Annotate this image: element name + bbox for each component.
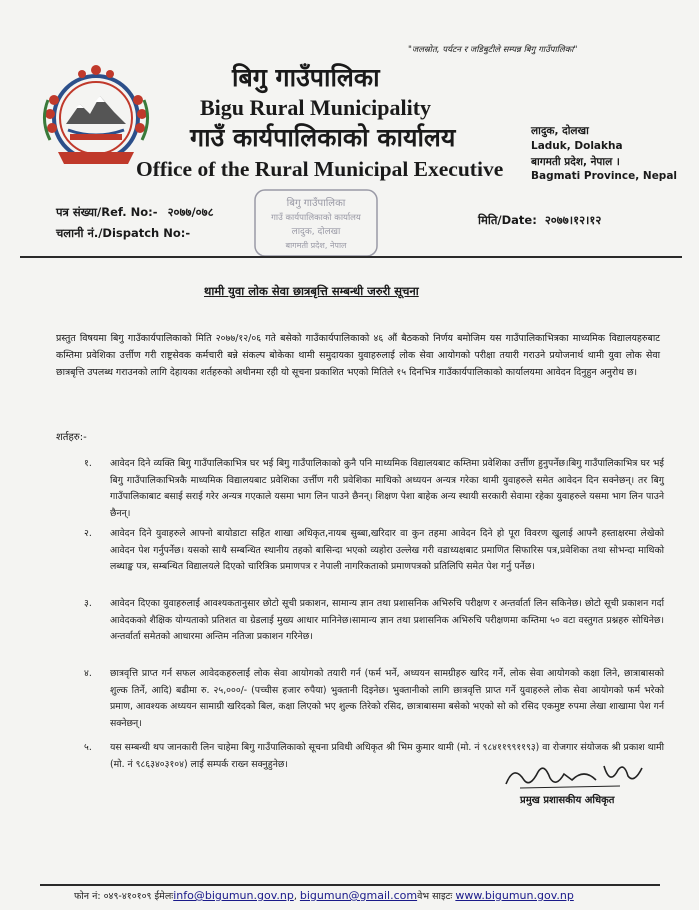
stamp-line-1: बिगु गाउँपालिका — [286, 198, 346, 209]
footer-contact — [74, 889, 574, 902]
office-stamp — [253, 188, 379, 258]
term-text: छात्रवृत्ति प्राप्त गर्न सफल आवेदकहरुलाई लोक सेवा आयोगको तयारी गर्न (फर्म भर्ने, अध्ययन सामग्रीहरु खरिद गर्ने, लोक सेवा आयोगको कक्षा लिने, छात्राबासको शुल्क तिर्ने, आदि) बढीमा रु. २५,०००/- (पच्चीस हजार रुपैया) भुक्तानी दिइनेछ। भुक्तानीको लागि छात्रवृत्ति प्राप्त गर्ने युवाहरुले लोक सेवा आयोगको फर्म भरेको प्रमाण, आवश्यक अध्ययन सामाग्री खरिदको बिल, कक्षा लिएको भए शुल्क तिरेको रसिद, छात्राबासमा बसेको भएको सो को रसिद एकमुष्ट रुपमा लेखा शाखामा पेश गर्न सक्नेछन्। — [110, 668, 664, 729]
ref-number — [56, 205, 214, 220]
footer-web-label: वेभ साइटः — [417, 891, 453, 902]
address-np-2: बागमती प्रदेश, नेपाल । — [531, 156, 620, 168]
term-item — [84, 456, 664, 522]
term-text: यस सम्बन्धी थप जानकारी लिन चाहेमा बिगु गाउँपालिकाको सूचना प्रविधी अधिकृत श्री भिम कुमार थामी (मो. नं ९८४११९९११९३) वा रोजगार संयोजक श्री प्रकाश थामी (मो. नं ९८६३४०३१०४) लाई सम्पर्क राख्न सक्नुहुनेछ। — [110, 742, 664, 770]
term-number: १. — [84, 458, 92, 469]
ref-value: २०७७/०७८ — [167, 205, 214, 219]
letter-date — [478, 213, 601, 228]
footer-email-label: ईमेलः — [154, 891, 174, 902]
term-number: २. — [84, 528, 92, 539]
stamp-line-4: बागमती प्रदेश, नेपाल — [285, 241, 347, 250]
dispatch-label: चलानी नं./Dispatch No:- — [56, 226, 191, 240]
date-label: मिति/Date: — [478, 213, 537, 227]
term-text: आवेदन दिएका युवाहरुलाई आवश्यकतानुसार छोटो सूची प्रकाशन, सामान्य ज्ञान तथा प्रशासनिक अभिरुचि परीक्षण र अन्तर्वार्ता लिन सकिनेछ। छोटो सूची प्रकाशन गर्दा आवेदकको शैक्षिक योग्यताको प्रतिशत वा ग्रेडलाई मुख्य आधार मानिनेछ।सामान्य ज्ञान तथा प्रशासनिक अभिरुचि परीक्षणमा कम्तिमा ५० वटा वस्तुगत प्रश्नहरु सोधिनेछ।अन्तर्वार्ता समेतको आधारमा अन्तिम नतिजा प्रकाशन गरिनेछ। — [110, 598, 664, 643]
term-item — [84, 526, 664, 576]
ref-label: पत्र संख्या/Ref. No:- — [56, 205, 158, 219]
signatory-title: प्रमुख प्रशासकीय अधिकृत — [520, 795, 615, 806]
address-np-1: लादुक, दोलखा — [531, 125, 589, 137]
footer-phone: फोन नं: ०४९-४१०१०९ — [74, 891, 152, 902]
footer-divider — [40, 884, 660, 886]
date-value: २०७७।१२।१२ — [544, 213, 602, 227]
term-item — [84, 596, 664, 646]
signature — [500, 758, 650, 794]
office-np: गाउँ कार्यपालिकाको कार्यालय — [190, 123, 456, 152]
term-item — [84, 666, 664, 732]
footer-email-separator: , — [293, 891, 297, 902]
term-text: आवेदन दिने युवाहरुले आफ्नो बायोडाटा सहित शाखा अधिकृत,नायब सुब्बा,खरिदार वा कुन तहमा आवेदन दिने हो पूरा विवरण खुलाई आफ्नै हस्ताक्षरमा लेखेको आवेदन पेश गर्नुपर्नेछ। यसको साथै सम्बन्धित स्थानीय तहको बासिन्दा भएको व्यहोरा उल्लेख गरी वडाध्यक्षबाट प्रमाणित सिफारिस पत्र,प्रवेशिका तथा सोभन्दा माथिको लब्धाङ्क पत्र, सम्बन्धित विद्यालयले दिएको चारित्रिक प्रमाणपत्र र नेपाली नागरिकताको प्रमाणपत्रको प्रतिलिपि समेत पेश गर्नु पर्नेछ। — [110, 528, 664, 573]
stamp-line-3: लादुक, दोलखा — [291, 227, 341, 237]
stamp-line-2: गाउँ कार्यपालिकाको कार्यालय — [271, 213, 361, 223]
term-number: ५. — [84, 742, 92, 753]
term-number: ४. — [84, 668, 92, 679]
slogan: "जलस्रोत, पर्यटन र जडिबुटीले सम्पन्न बिगु गाउँपालिका" — [408, 45, 578, 55]
title-en: Bigu Rural Municipality — [200, 95, 432, 120]
municipality-emblem-icon — [40, 60, 152, 172]
email-link-gmail[interactable]: bigumun@gmail.com — [299, 889, 418, 902]
term-number: ३. — [84, 598, 92, 609]
address-en-2: Bagmati Province, Nepal — [531, 170, 678, 182]
header-divider — [20, 256, 682, 258]
address-en-1: Laduk, Dolakha — [531, 140, 623, 152]
intro-paragraph: प्रस्तुत विषयमा बिगु गाउँकार्यपालिकाको मिति २०७७/१२/०६ गते बसेको गाउँकार्यपालिकाको ४६ औं बैठकको निर्णय बमोजिम यस गाउँपालिकाभित्रका माध्यमिक विद्यालयहरुबाट कम्तिमा प्रवेशिका उर्त्तीण गरी राष्ट्रसेवक कर्मचारी बन्ने संकल्प बोकेका थामी समुदायका युवाहरुलाई लोक सेवा आयोगको परीक्षा तयारी गराउने प्रयोजनार्थ थामी युवा लोक सेवा छात्रबृत्ति उपलब्ध गराउनको लागि देहायका शर्तहरुको अधीनमा रही यो सूचना प्रकाशित भएको मितिले १५ दिनभित्र गाउँकार्यपालिकाको कार्यालयमा आवेदन दिनुहुन अनुरोध छ। — [56, 333, 660, 378]
title-np: बिगु गाउँपालिका — [232, 63, 380, 92]
website-link[interactable]: www.bigumun.gov.np — [455, 889, 574, 902]
term-text: आवेदन दिने व्यक्ति बिगु गाउँपालिकाभित्र घर भई बिगु गाउँपालिकाको कुनै पनि माध्यमिक विद्यालयबाट कम्तिमा प्रवेशिका उर्त्तीण हुनुपर्नेछ।बिगु गाउँपालिकाभित्र घर भई बिगु गाउँपालिकाभित्रकै माध्यमिक विद्यालयबाट प्रवेशिका उर्त्तीण गरी प्रवेशिका माथिको अध्ययन अन्यत्र गरेका थामी युवाहरुले समेत आवेदन दिन सक्नेछन्। तर बिगु गाउँपालिकाबाट बसाई सराई गरेर अन्यत्र गएकाले यसमा भाग लिन पाउने छैनन्। शिक्षण पेशा बाहेक अन्य स्थायी सरकारी सेवामा रहेका युवाहरुले यसमा भाग लिन पाउने छैनन्। — [110, 458, 664, 519]
email-link-info[interactable]: info@bigumun.gov.np — [173, 889, 294, 902]
terms-label: शर्तहरु:- — [56, 432, 87, 443]
subject-line: थामी युवा लोक सेवा छात्रबृत्ति सम्बन्धी जरुरी सूचना — [204, 284, 419, 298]
office-en: Office of the Rural Municipal Executive — [136, 157, 504, 181]
